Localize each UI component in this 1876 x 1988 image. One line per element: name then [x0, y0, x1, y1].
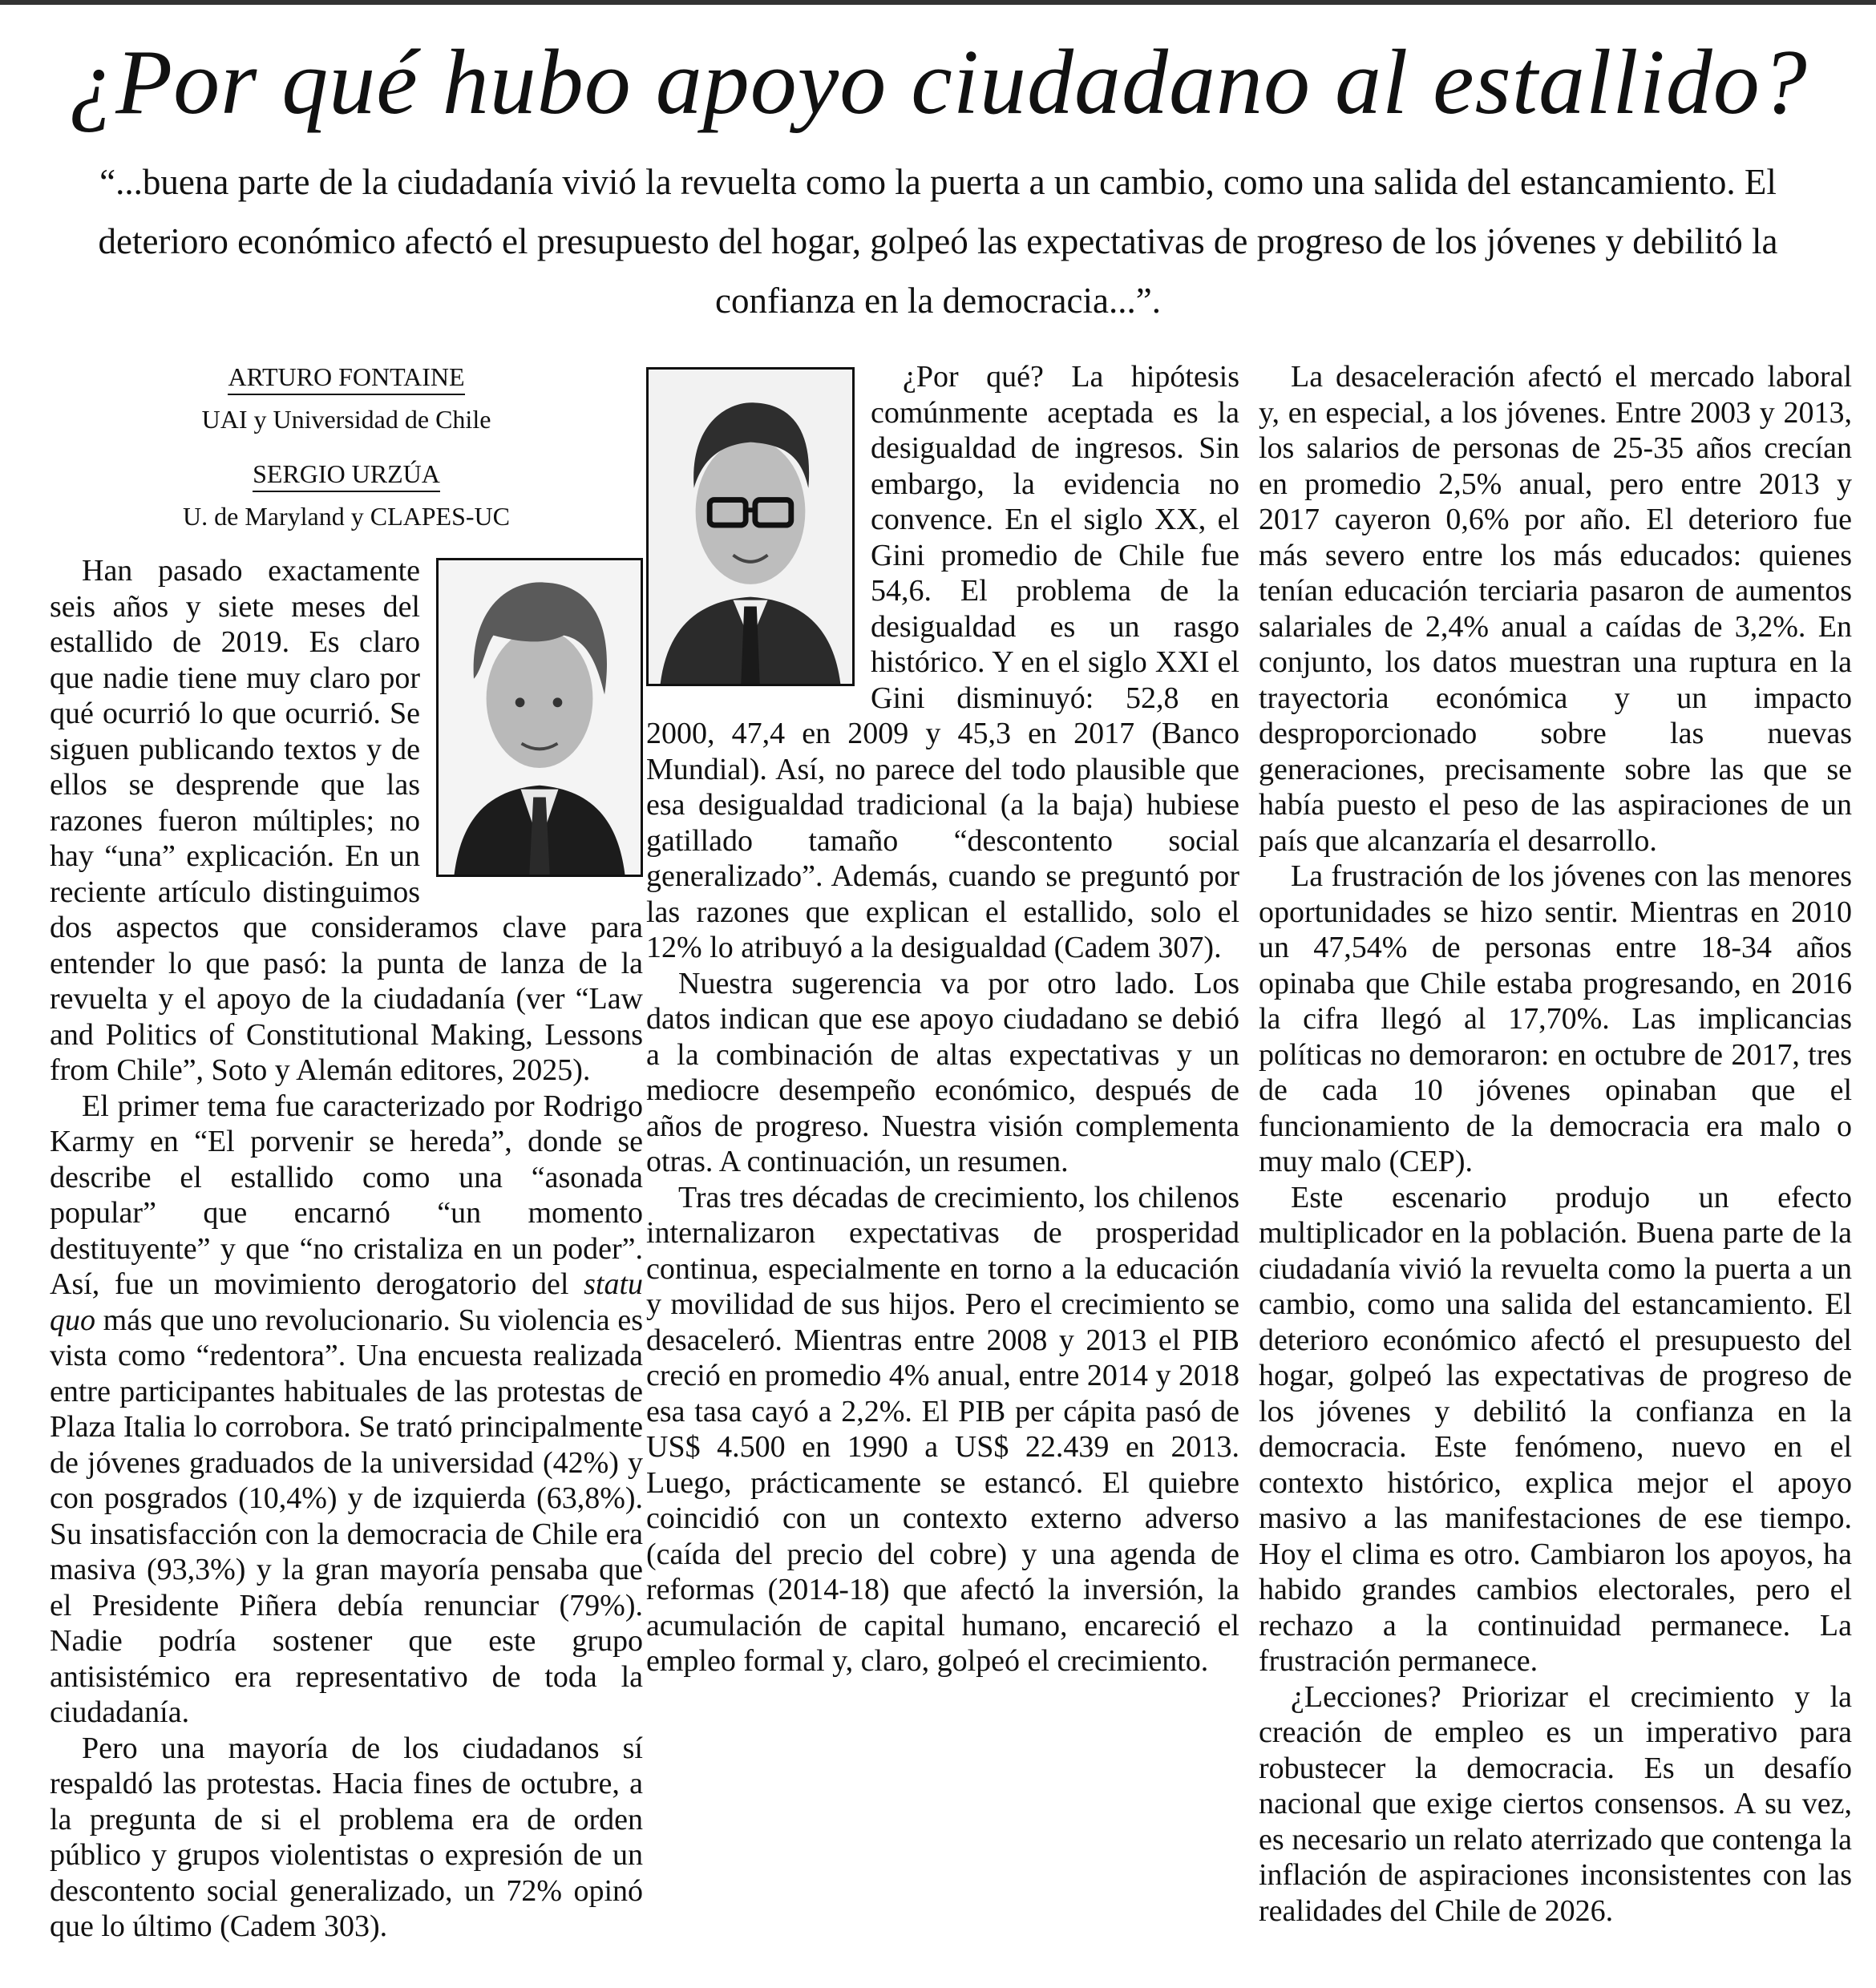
author-name: SERGIO URZÚA [253, 459, 440, 492]
paragraph: Pero una mayoría de los ciudadanos sí respaldó las protestas. Hacia fines de octubre, a la pregunta de si el problema era de orden público y grupos violentistas o expresión de un descontento social generalizado, un 72% opinó que lo último (Cadem 303). [50, 1731, 643, 1943]
paragraph-text: El primer tema fue caracterizado por Rodrigo Karmy en “El porvenir se hereda”, donde se describe el estallido como una “asonada popular” que encarnó “un momento destituyente” y que “no cristaliza en un poder”. Así, fue un movimiento derogatorio del [50, 1089, 643, 1301]
author-affiliation: UAI y Universidad de Chile [201, 405, 491, 434]
paragraph: Nuestra sugerencia va por otro lado. Los datos indican que ese apoyo ciudadano se debió a la combinación de altas expectativas y un mediocre desempeño económico, después de años de progreso. Nuestra visión complementa otras. A continuación, un resumen. [646, 966, 1239, 1178]
byline-author-2 [50, 456, 643, 534]
paragraph [50, 553, 643, 1089]
top-rule [0, 0, 1876, 5]
paragraph-text: ¿Por qué? La hipótesis comúnmente aceptada es la desigualdad de ingresos. Sin embargo, la evidencia no convence. En el siglo XX, el Gini promedio de Chile fue 54,6. El problema de la desigualdad es un rasgo histórico. Y en el siglo XXI el Gini disminuyó: 52,8 en 2000, 47,4 en 2009 y 45,3 en 2017 (Banco Mundial). Así, no parece del todo plausible que esa desigualdad tradicional (a la baja) hubiese gatillado tamaño “descontento social generalizado”. Además, cuando se preguntó por las razones que explican el estallido, solo el 12% lo atribuyó a la desigualdad (Cadem 307). [646, 360, 1239, 964]
paragraph [50, 1089, 643, 1731]
pull-quote-deck: “...buena parte de la ciudadanía vivió la revuelta como la puerta a un cambio, como una salida del estancamiento. El deterioro económico afectó el presupuesto del hogar, golpeó las expectativas de progreso de los jóvenes y debilitó la confianza en la democracia...”. [98, 162, 1778, 321]
column-2 [646, 359, 1239, 1679]
paragraph: Tras tres décadas de crecimiento, los chilenos internalizaron expectativas de prosperidad continua, especialmente en torno a la educación y movilidad de sus hijos. Pero el crecimiento se desaceleró. Mientras entre 2008 y 2013 el PIB creció en promedio 4% anual, entre 2014 y 2018 esa tasa cayó a 2,2%. El PIB per cápita pasó de US$ 4.500 en 1990 a US$ 22.439 en 2013. Luego, prácticamente se estancó. El quiebre coincidió con un contexto externo adverso (caída del precio del cobre) y una agenda de reformas (2014-18) que afectó la inversión, la acumulación de capital humano, encareció el empleo formal y, claro, golpeó el crecimiento. [646, 1180, 1239, 1678]
paragraph: ¿Lecciones? Priorizar el crecimiento y la creación de empleo es un imperativo para robustecer la democracia. Es un desafío nacional que exige ciertos consensos. A su vez, es necesario un relato aterrizado que contenga la inflación de aspiraciones inconsistentes con las realidades del Chile de 2026. [1259, 1679, 1852, 1928]
column-1 [50, 359, 643, 1945]
paragraph: La frustración de los jóvenes con las menores oportunidades se hizo sentir. Mientras en 2010 un 47,54% de personas entre 18-34 años opinaba que Chile estaba progresando, en 2016 la cifra llegó al 17,70%. Las implicancias políticas no demoraron: en octubre de 2017, tres de cada 10 jóvenes opinaban que el funcionamiento de la democracia era malo o muy malo (CEP). [1259, 859, 1852, 1178]
author-photo-urzua [646, 367, 855, 686]
column-3 [1259, 359, 1852, 1929]
paragraph: La desaceleración afectó el mercado laboral y, en especial, a los jóvenes. Entre 2003 y 2013, los salarios de personas de 25-35 años crecían en promedio 2,5% anual, pero entre 2013 y 2017 cayeron 0,6% por año. El deterioro fue más severo entre los más educados: quienes tenían educación terciaria pasaron de aumentos salariales de 2,4% anual a caídas de 3,2%. En conjunto, los datos muestran una ruptura en la trayectoria económica y un impacto desproporcionado sobre las nuevas generaciones, precisamente sobre las que se había puesto el peso de las aspiraciones de un país que alcanzaría el desarrollo. [1259, 360, 1852, 858]
author-affiliation: U. de Maryland y CLAPES-UC [183, 502, 510, 531]
byline-author-1 [50, 359, 643, 437]
author-name: ARTURO FONTAINE [228, 362, 464, 395]
author-photo-fontaine [436, 558, 643, 877]
headline: ¿Por qué hubo apoyo ciudadano al estallido? [68, 31, 1808, 134]
paragraph [646, 359, 1239, 966]
paragraph-text: más que uno revolucionario. Su violencia es vista como “redentora”. Una encuesta realizada entre participantes habituales de las protestas de Plaza Italia lo corrobora. Se trató principalmente de jóvenes graduados de la universidad (42%) y con posgrados (10,4%) y de izquierda (63,8%). Su insatisfacción con la democracia de Chile era masiva (93,3%) y la gran mayoría pensaba que el Presidente Piñera debía renunciar (79%). Nadie podría sostener que este grupo antisistémico era representativo de toda la ciudadanía. [50, 1303, 643, 1729]
portrait-urzua-image [649, 370, 852, 684]
portrait-fontaine-image [439, 560, 641, 875]
italic-term: statu quo [50, 1267, 643, 1337]
paragraph-text: Han pasado exactamente seis años y siete meses del estallido de 2019. Es claro que nadie tiene muy claro por qué ocurrió lo que ocurrió. Se siguen publicando textos y de ellos se desprende que las razones fueron múltiples; no hay “una” explicación. En un reciente artículo distinguimos dos aspectos que consideramos clave para entender lo que pasó: la punta de lanza de la revuelta y el apoyo de la ciudadanía (ver “Law and Politics of Constitutional Making, Lessons from Chile”, Soto y Alemán editores, 2025). [50, 554, 643, 1087]
paragraph: Este escenario produjo un efecto multiplicador en la población. Buena parte de la ciudadanía vivió la revuelta como la puerta a un cambio, como una salida del estancamiento. El deterioro económico afectó el presupuesto del hogar, golpeó las expectativas de progreso de los jóvenes y debilitó la confianza en la democracia. Este fenómeno, nuevo en el contexto histórico, explica mejor el apoyo masivo a las manifestaciones de ese tiempo. Hoy el clima es otro. Cambiaron los apoyos, ha habido grandes cambios electorales, pero el rechazo a la continuidad permanece. La frustración permanece. [1259, 1180, 1852, 1678]
